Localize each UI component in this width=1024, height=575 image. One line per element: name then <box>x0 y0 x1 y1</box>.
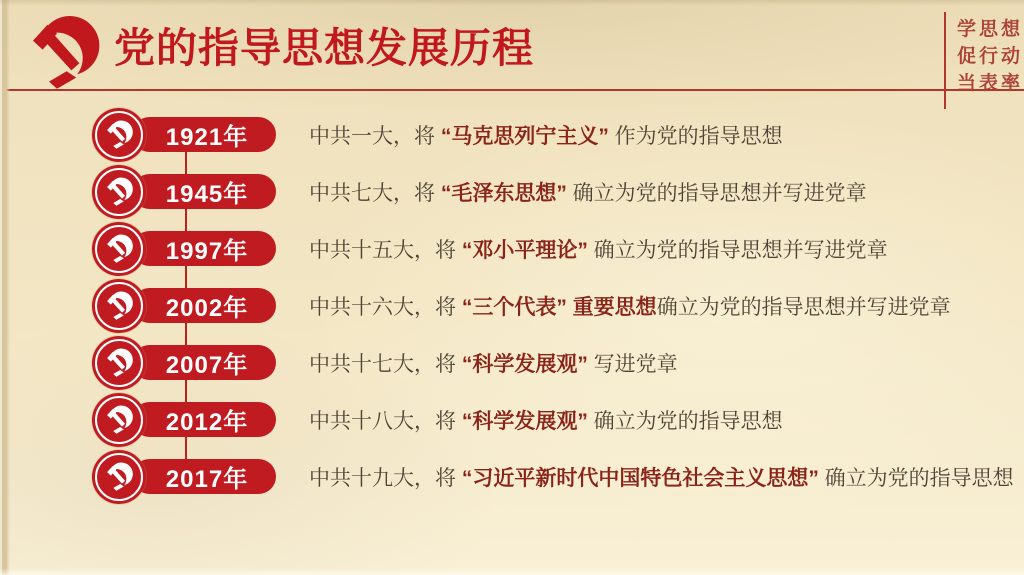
description-suffix: 确立为党的指导思想并写进党章 <box>656 295 951 319</box>
timeline-row <box>92 448 1014 505</box>
timeline-description <box>309 462 1014 492</box>
description-prefix: 中共十六大，将 <box>309 295 462 319</box>
hammer-sickle-icon <box>104 347 135 378</box>
year-pill <box>132 288 276 323</box>
description-suffix: 确立为党的指导思想 <box>587 409 783 433</box>
slide-title: 党的指导思想发展历程 <box>114 25 534 71</box>
description-highlight: “马克思列宁主义” <box>440 124 609 148</box>
motto-vertical-line <box>944 12 946 109</box>
hammer-sickle-icon <box>104 176 135 207</box>
description-prefix: 中共十五大，将 <box>309 238 462 262</box>
title-underline <box>0 89 1024 91</box>
year-label: 2017年 <box>165 466 249 493</box>
hammer-sickle-icon <box>104 461 135 492</box>
year-label: 1945年 <box>165 181 249 208</box>
hammer-sickle-icon <box>104 404 135 435</box>
timeline-row <box>92 391 1014 448</box>
timeline-row <box>92 163 1014 220</box>
timeline-description <box>309 234 888 264</box>
year-label: 2002年 <box>165 295 249 322</box>
hammer-sickle-icon <box>104 119 135 150</box>
party-emblem-badge <box>92 393 146 447</box>
corner-motto <box>957 16 1023 97</box>
timeline-description <box>309 348 678 378</box>
description-highlight: “科学发展观” <box>461 352 588 376</box>
description-highlight: “习近平新时代中国特色社会主义思想” <box>461 466 819 490</box>
description-highlight: “三个代表” 重要思想 <box>461 295 657 319</box>
slide-left-edge <box>0 0 10 575</box>
description-suffix: 写进党章 <box>587 352 678 376</box>
year-label: 1921年 <box>165 124 249 151</box>
party-emblem-badge <box>92 165 146 219</box>
hammer-sickle-icon <box>104 290 135 321</box>
description-suffix: 确立为党的指导思想并写进党章 <box>566 181 867 205</box>
year-pill <box>132 231 276 266</box>
hammer-sickle-icon <box>104 233 135 264</box>
motto-line-3: 当表率 <box>957 73 1024 94</box>
description-prefix: 中共十九大，将 <box>309 466 462 490</box>
party-emblem-badge <box>92 108 146 162</box>
timeline-row <box>92 220 1014 277</box>
year-label: 2012年 <box>165 409 249 436</box>
description-prefix: 中共七大，将 <box>309 181 441 205</box>
year-pill <box>132 459 276 494</box>
year-label: 2007年 <box>165 352 249 379</box>
year-label: 1997年 <box>165 238 249 265</box>
timeline <box>92 106 1014 505</box>
year-pill <box>132 402 276 437</box>
description-prefix: 中共十七大，将 <box>309 352 462 376</box>
timeline-description <box>309 291 951 321</box>
party-emblem-badge <box>92 222 146 276</box>
year-pill <box>132 117 276 152</box>
party-emblem-badge <box>92 279 146 333</box>
timeline-row <box>92 106 1014 163</box>
party-emblem-icon <box>25 11 105 93</box>
timeline-description <box>309 177 867 207</box>
description-prefix: 中共一大，将 <box>309 124 441 148</box>
party-emblem-badge <box>92 336 146 390</box>
description-suffix: 确立为党的指导思想并写进党章 <box>587 238 888 262</box>
motto-line-2: 促行动 <box>957 46 1024 67</box>
year-pill <box>132 345 276 380</box>
description-highlight: “科学发展观” <box>461 409 588 433</box>
party-emblem-badge <box>92 450 146 504</box>
slide-top-edge <box>0 0 1024 6</box>
timeline-description <box>309 405 783 435</box>
motto-line-1: 学思想 <box>957 19 1024 40</box>
timeline-row <box>92 277 1014 334</box>
slide-bottom-edge <box>0 568 1024 575</box>
description-suffix: 作为党的指导思想 <box>608 124 783 148</box>
timeline-row <box>92 334 1014 391</box>
timeline-description <box>309 120 783 150</box>
description-suffix: 确立为党的指导思想 <box>818 466 1014 490</box>
description-prefix: 中共十八大，将 <box>309 409 462 433</box>
description-highlight: “毛泽东思想” <box>440 181 567 205</box>
description-highlight: “邓小平理论” <box>461 238 588 262</box>
year-pill <box>132 174 276 209</box>
